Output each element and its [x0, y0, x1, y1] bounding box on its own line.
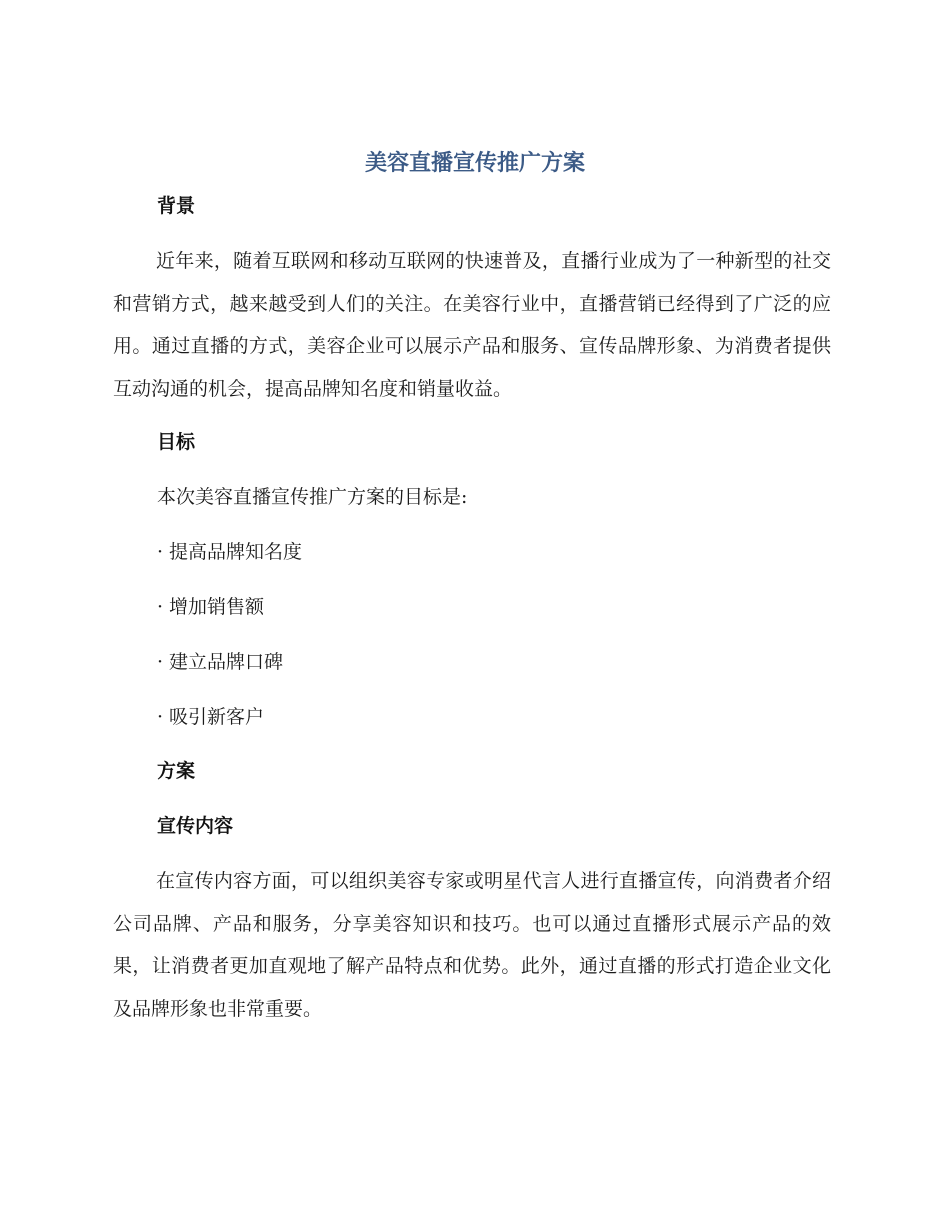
- bullet-dot-icon: ·: [157, 706, 164, 728]
- goal-item: [157, 593, 264, 621]
- goal-item-label: 提高品牌知名度: [169, 541, 303, 563]
- goals-intro: 本次美容直播宣传推广方案的目标是:: [157, 486, 468, 508]
- goal-item-label: 吸引新客户: [169, 706, 265, 728]
- section-heading-background: 背景: [157, 195, 196, 217]
- section-heading-promo-content: 宣传内容: [157, 815, 234, 837]
- section-heading-goals: 目标: [157, 431, 196, 453]
- promo-content-paragraph: 在宣传内容方面，可以组织美容专家或明星代言人进行直播宣传，向消费者介绍公司品牌、产品和服务，分享美容知识和技巧。也可以通过直播形式展示产品的效果，让消费者更加直观地了解产品特点和优势。此外，通过直播的形式打造企业文化及品牌形象也非常重要。: [113, 870, 831, 1020]
- goal-item: [157, 538, 302, 566]
- background-paragraph: 近年来，随着互联网和移动互联网的快速普及，直播行业成为了一种新型的社交和营销方式，越来越受到人们的关注。在美容行业中，直播营销已经得到了广泛的应用。通过直播的方式，美容企业可以展示产品和服务、宣传品牌形象、为消费者提供互动沟通的机会，提高品牌知名度和销量收益。: [113, 250, 831, 400]
- document-title: 美容直播宣传推广方案: [364, 151, 585, 176]
- goal-item-label: 增加销售额: [169, 596, 265, 618]
- goal-item-label: 建立品牌口碑: [169, 651, 284, 673]
- bullet-dot-icon: ·: [157, 596, 164, 618]
- goal-item: [157, 703, 264, 731]
- section-heading-plan: 方案: [157, 760, 196, 782]
- bullet-dot-icon: ·: [157, 541, 164, 563]
- goal-item: [157, 648, 283, 676]
- bullet-dot-icon: ·: [157, 651, 164, 673]
